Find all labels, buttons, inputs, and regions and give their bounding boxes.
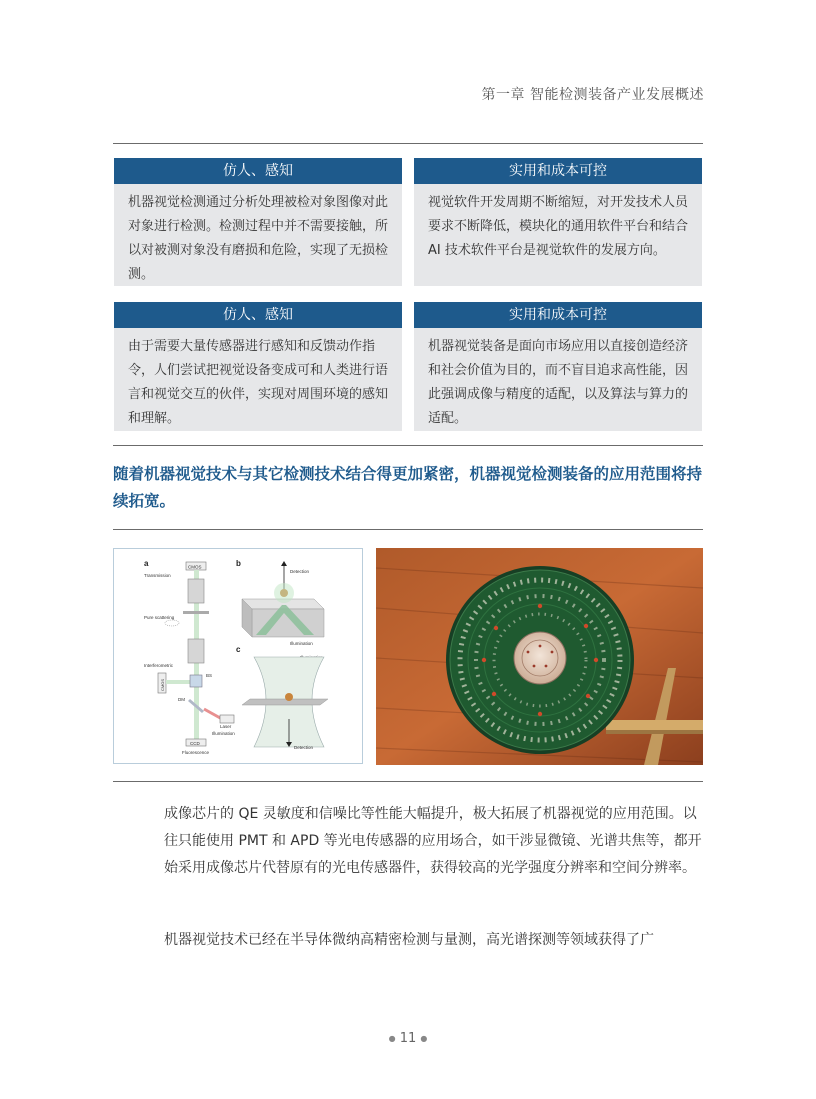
cmos-label: CMOS bbox=[188, 564, 202, 570]
page-number: 11 bbox=[399, 1031, 417, 1046]
divider bbox=[113, 781, 703, 782]
cmos-side-label: CMOS bbox=[160, 679, 165, 691]
feature-card bbox=[414, 158, 702, 286]
fluorescence-label: Fluorescence bbox=[182, 750, 210, 755]
transmission-label: Transmission bbox=[144, 573, 171, 578]
illumination-label: Illumination bbox=[212, 731, 235, 736]
panel-label-c: c bbox=[236, 645, 241, 654]
panel-label-b: b bbox=[236, 559, 241, 568]
scattering-label: Pure scattering bbox=[144, 615, 175, 620]
laser-beam bbox=[204, 709, 222, 719]
bs-label: BS bbox=[206, 673, 213, 678]
b-illumination-label: Illumination bbox=[290, 641, 313, 646]
feature-card bbox=[414, 302, 702, 431]
highlight-statement: 随着机器视觉技术与其它检测技术结合得更加紧密，机器视觉检测装备的应用范围将持续拓宽。 bbox=[113, 465, 703, 510]
interferometric-label: Interferometric bbox=[144, 663, 174, 668]
glass-slide bbox=[242, 699, 328, 705]
laser-label: Laser bbox=[220, 724, 232, 729]
divider bbox=[113, 529, 703, 530]
particle bbox=[285, 693, 293, 701]
objective-lens bbox=[188, 579, 204, 603]
dm-label: DM bbox=[178, 697, 185, 702]
sample-stage bbox=[183, 611, 209, 614]
chapter-title: 第一章 智能检测装备产业发展概述 bbox=[481, 87, 704, 103]
card-text: 由于需要大量传感器进行感知和反馈动作指令，人们尝试把视觉设备变成可和人类进行语言和视觉交互的伙伴，实现对周围环境的感知和理解。 bbox=[128, 339, 389, 426]
beam-splitter bbox=[190, 675, 202, 687]
scatter-glow bbox=[274, 583, 294, 603]
b-detection-label: Detection bbox=[290, 569, 310, 574]
panel-label-a: a bbox=[144, 559, 149, 568]
feature-card bbox=[114, 158, 402, 286]
scattering-cone bbox=[165, 620, 179, 626]
card-title: 仿人、感知 bbox=[114, 158, 402, 184]
easel-bar bbox=[606, 720, 703, 730]
page-footer bbox=[0, 1031, 816, 1046]
ccd-label: CCD bbox=[190, 741, 200, 746]
divider bbox=[113, 445, 703, 446]
card-text: 机器视觉装备是面向市场应用以直接创造经济和社会价值为目的，而不盲目追求高性能，因此强调成像与精度的适配，以及算法与算力的适配。 bbox=[428, 339, 689, 426]
card-text: 机器视觉检测通过分析处理被检对象图像对此对象进行检测。检测过程中并不需要接触，所以对被测对象没有磨损和危险，实现了无损检测。 bbox=[128, 195, 389, 282]
laser-source bbox=[220, 715, 234, 723]
divider bbox=[113, 143, 703, 144]
body-paragraph: 成像芯片的 QE 灵敏度和信噪比等性能大幅提升，极大拓展了机器视觉的应用范围。以往只能使用 PMT 和 APD 等光电传感器的应用场合，如干涉显微镜、光谱共焦等，都开始采用成像芯片代替原有的光电传感器件，获得较高的光学强度分辨率和空间分辨率。 bbox=[164, 806, 702, 876]
card-title: 仿人、感知 bbox=[114, 302, 402, 328]
card-title: 实用和成本可控 bbox=[414, 302, 702, 328]
feature-card bbox=[114, 302, 402, 431]
card-text: 视觉软件开发周期不断缩短，对开发技术人员要求不断降低，模块化的通用软件平台和结合 AI 技术软件平台是视觉软件的发展方向。 bbox=[428, 195, 689, 258]
footer-dot: ● bbox=[388, 1034, 396, 1043]
footer-dot: ● bbox=[420, 1034, 428, 1043]
c-detection-label: Detection bbox=[294, 745, 314, 750]
objective-lens bbox=[188, 639, 204, 663]
body-paragraph: 机器视觉技术已经在半导体微纳高精密检测与量测，高光谱探测等领域获得了广 bbox=[164, 932, 654, 948]
circular-pcb-photo bbox=[376, 548, 703, 765]
microscope-schematic-figure bbox=[113, 548, 363, 764]
card-title: 实用和成本可控 bbox=[414, 158, 702, 184]
